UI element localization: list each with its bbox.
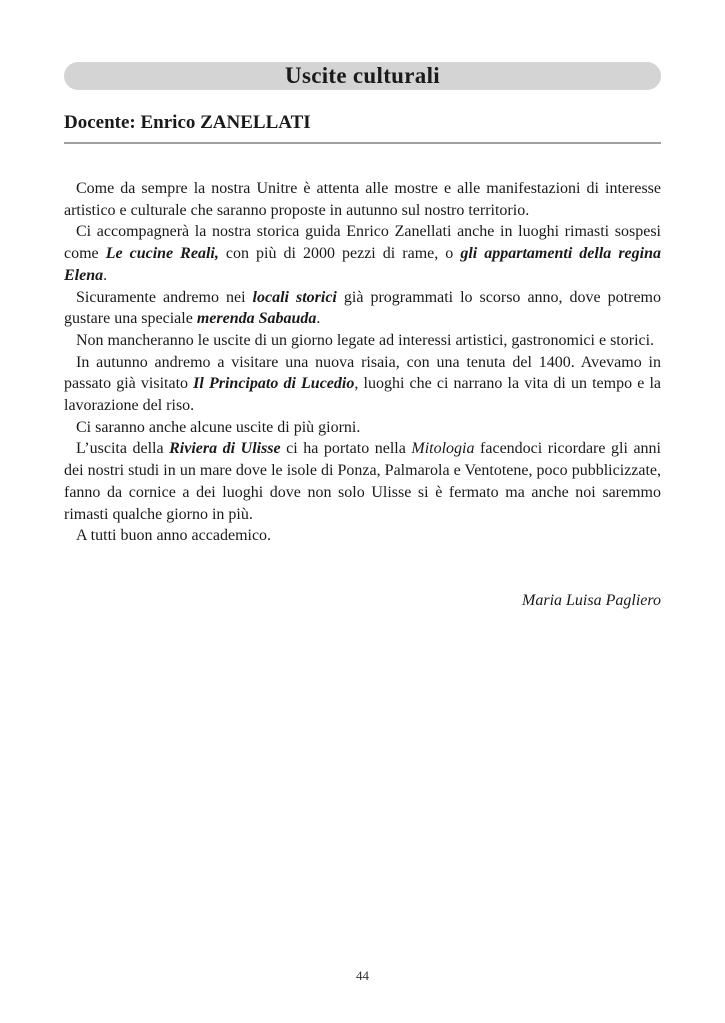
emphasis-text: Riviera di Ulisse [169, 440, 281, 458]
text-run: Non mancheranno le uscite di un giorno legate ad interessi artistici, gastronomici e storici. [76, 331, 655, 349]
page-number: 44 [356, 968, 369, 983]
text-run: facendoci ricordare gli anni dei nostri studi in un mare dove le isole di Ponza, Palmarola e Ventotene, poco pubblicizzate, fanno da cornice a dei luoghi dove non solo Ulisse si è fermato ma anche noi saremmo rimasti qualche giorno in più. [64, 440, 662, 523]
text-run: ci ha portato nella [280, 440, 412, 458]
text-run: In autunno andremo a visitare una nuova risaia, con una tenuta del 1400. Avevamo in passato già visitato [64, 353, 661, 393]
text-run: Ci accompagnerà la nostra storica guida Enrico Zanellati anche in luoghi rimasti sospesi come [64, 223, 661, 263]
emphasis-text: locali storici [252, 288, 337, 306]
text-run: Come da sempre la nostra Unitre è attenta alle mostre e alle manifestazioni di interesse artistico e culturale che saranno proposte in autunno sul nostro territorio. [64, 180, 661, 219]
text-run: . [316, 310, 321, 328]
paragraph [64, 330, 661, 352]
article-body [64, 178, 661, 547]
emphasis-text: merenda Sabauda [196, 310, 317, 328]
emphasis-text: Il Principato di Lucedio [193, 375, 355, 393]
text-run: già programmati lo scorso anno, dove potremo gustare una speciale [64, 288, 661, 328]
paragraph [64, 438, 661, 525]
paragraph [64, 178, 661, 221]
emphasis-text: Le cucine Reali, [105, 245, 219, 263]
text-run: con più di 2000 pezzi di rame, o [218, 245, 461, 263]
paragraph [64, 417, 661, 439]
text-run: Sicuramente andremo nei [76, 288, 253, 306]
section-title: Uscite culturali [285, 63, 440, 88]
emphasis-text: gli appartamenti della regina Elena [64, 245, 661, 284]
italic-text: Mitologia [411, 440, 475, 458]
docente-heading: Docente: Enrico ZANELLATI [64, 112, 311, 133]
text-run: , luoghi che ci narrano la vita di un tempo e la lavorazione del riso. [64, 375, 661, 415]
text-run: L’uscita della [76, 440, 170, 458]
author-signature: Maria Luisa Pagliero [522, 592, 661, 609]
text-run: Ci saranno anche alcune uscite di più giorni. [76, 418, 361, 436]
paragraph [64, 525, 661, 547]
text-run: A tutti buon anno accademico. [76, 527, 272, 545]
paragraph [64, 287, 661, 330]
paragraph [64, 352, 661, 417]
section-title-bar [64, 62, 661, 90]
paragraph [64, 221, 661, 286]
text-run: . [103, 266, 108, 284]
divider-rule [64, 142, 661, 144]
